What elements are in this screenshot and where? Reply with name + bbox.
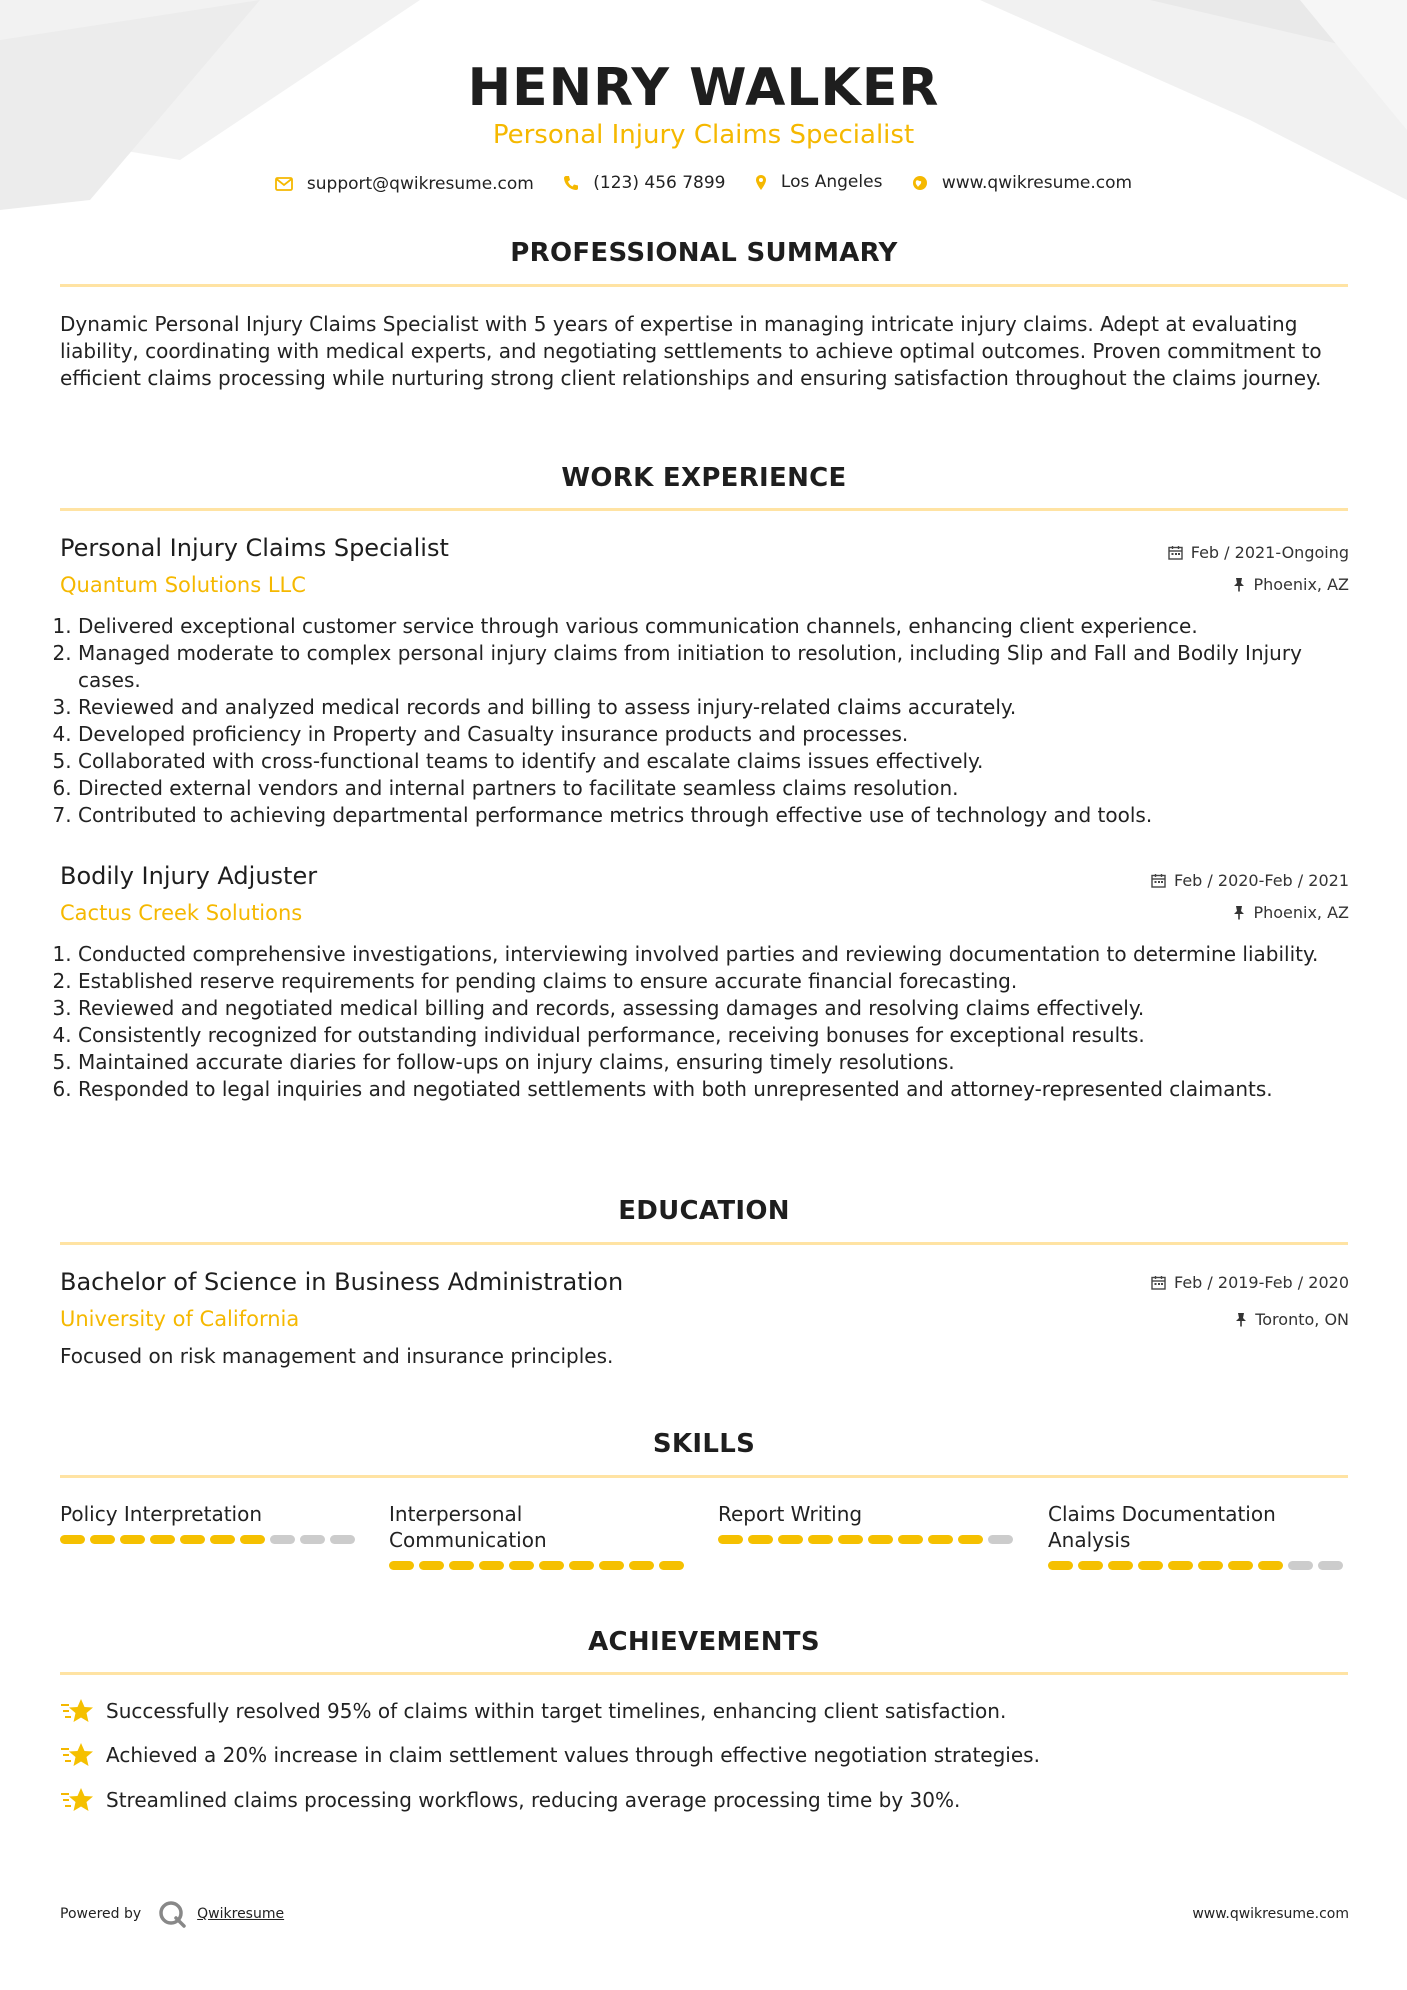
job-bullets — [60, 613, 1368, 829]
skill-dot-filled — [1108, 1561, 1133, 1570]
job-title: Bodily Injury Adjuster — [60, 862, 318, 890]
list-item: 7. Contributed to achieving departmental performance metrics through effective use of technology and tools. — [78, 802, 1368, 829]
skill-item — [1048, 1501, 1348, 1570]
list-item: 4. Developed proficiency in Property and Casualty insurance products and processes. — [78, 721, 1368, 748]
achievements-divider — [60, 1672, 1348, 1675]
list-item: 6. Responded to legal inquiries and negotiated settlements with both unrepresented and attorney-represented claimants. — [78, 1076, 1368, 1103]
achievement-item — [60, 1741, 1040, 1769]
contact-email[interactable] — [275, 174, 534, 194]
job-dates-text: Feb / 2020-Feb / 2021 — [1174, 871, 1349, 890]
skill-dot-filled — [419, 1561, 444, 1570]
job-company: Cactus Creek Solutions — [60, 901, 303, 925]
skill-dot-filled — [838, 1535, 863, 1544]
job-company: Quantum Solutions LLC — [60, 573, 306, 597]
star-icon — [60, 1697, 94, 1725]
education-dates-text: Feb / 2019-Feb / 2020 — [1174, 1273, 1349, 1292]
list-item: 4. Consistently recognized for outstanding individual performance, receiving bonuses for exceptional results. — [78, 1022, 1368, 1049]
achievement-text: Streamlined claims processing workflows, reducing average processing time by 30%. — [106, 1788, 961, 1812]
skill-name: Policy Interpretation — [60, 1502, 263, 1526]
skill-name: Claims Documentation Analysis — [1048, 1502, 1276, 1552]
education-description: Focused on risk management and insurance principles. — [60, 1344, 614, 1368]
qwikresume-logo-icon — [157, 1899, 187, 1929]
list-item: 1. Conducted comprehensive investigations, interviewing involved parties and reviewing documentation to determine liability. — [78, 941, 1368, 968]
skill-dot-filled — [898, 1535, 923, 1544]
candidate-title: Personal Injury Claims Specialist — [492, 120, 915, 150]
skill-rating — [60, 1535, 360, 1544]
summary-heading: PROFESSIONAL SUMMARY — [510, 238, 898, 268]
experience-divider — [60, 508, 1348, 511]
powered-by-label: Powered by — [60, 1906, 142, 1922]
contact-website[interactable] — [912, 173, 1132, 193]
pushpin-icon — [1235, 1312, 1247, 1327]
education-location — [1235, 1310, 1349, 1329]
skill-dot-filled — [868, 1535, 893, 1544]
skill-item — [60, 1501, 360, 1544]
phone-icon — [563, 175, 579, 191]
skill-dot-filled — [1138, 1561, 1163, 1570]
list-item: 2. Managed moderate to complex personal injury claims from initiation to resolution, including Slip and Fall and Bodily Injury cases. — [78, 640, 1368, 694]
skill-dot-filled — [389, 1561, 414, 1570]
calendar-icon — [1151, 1275, 1166, 1290]
job-title: Personal Injury Claims Specialist — [60, 534, 449, 562]
summary-text: Dynamic Personal Injury Claims Specialist with 5 years of expertise in managing intricate injury claims. Adept at evaluating liability, coordinating with medical experts, and negotiating settlements to achieve optimal outcomes. Proven commitment to efficient claims processing while nurturing strong client relationships and ensuring satisfaction throughout the claims journey. — [60, 312, 1322, 390]
job-location-text: Phoenix, AZ — [1253, 575, 1349, 594]
skill-dot-filled — [180, 1535, 205, 1544]
education-divider — [60, 1242, 1348, 1245]
skill-rating — [718, 1535, 1018, 1544]
star-icon — [60, 1786, 94, 1814]
skill-name: Interpersonal Communication — [389, 1502, 547, 1552]
job-location — [1233, 903, 1349, 922]
globe-icon — [912, 175, 928, 191]
skill-dot-filled — [1078, 1561, 1103, 1570]
skill-dot-filled — [90, 1535, 115, 1544]
calendar-icon — [1151, 873, 1166, 888]
list-item: 5. Maintained accurate diaries for follow-ups on injury claims, ensuring timely resolutions. — [78, 1049, 1368, 1076]
list-item: 1. Delivered exceptional customer service through various communication channels, enhancing client experience. — [78, 613, 1368, 640]
skill-dot-empty — [270, 1535, 295, 1544]
education-heading: EDUCATION — [618, 1196, 790, 1226]
education-school: University of California — [60, 1307, 300, 1331]
skill-dot-empty — [988, 1535, 1013, 1544]
skill-item — [718, 1501, 1018, 1544]
list-item: 5. Collaborated with cross-functional teams to identify and escalate claims issues effectively. — [78, 748, 1368, 775]
skill-dot-filled — [150, 1535, 175, 1544]
map-pin-icon — [755, 174, 767, 191]
summary-divider — [60, 284, 1348, 287]
contact-website-text: www.qwikresume.com — [941, 172, 1133, 193]
skill-dot-empty — [1288, 1561, 1313, 1570]
list-item: 6. Directed external vendors and internal partners to facilitate seamless claims resolution. — [78, 775, 1368, 802]
skill-dot-filled — [509, 1561, 534, 1570]
skill-dot-filled — [778, 1535, 803, 1544]
skill-dot-filled — [479, 1561, 504, 1570]
skill-dot-filled — [599, 1561, 624, 1570]
skill-dot-filled — [1198, 1561, 1223, 1570]
candidate-name: HENRY WALKER — [467, 58, 940, 118]
skill-dot-filled — [539, 1561, 564, 1570]
education-dates — [1151, 1273, 1349, 1292]
pushpin-icon — [1233, 577, 1245, 592]
skill-dot-filled — [1048, 1561, 1073, 1570]
star-icon — [60, 1741, 94, 1769]
skill-dot-filled — [629, 1561, 654, 1570]
job-location-text: Phoenix, AZ — [1253, 903, 1349, 922]
achievement-item — [60, 1697, 1006, 1725]
skills-heading: SKILLS — [652, 1429, 756, 1459]
job-location — [1233, 575, 1349, 594]
job-bullets — [60, 941, 1368, 1103]
education-degree: Bachelor of Science in Business Administration — [60, 1268, 624, 1296]
achievement-text: Successfully resolved 95% of claims within target timelines, enhancing client satisfaction. — [106, 1699, 1007, 1723]
contact-phone-text: (123) 456 7899 — [593, 172, 726, 193]
contact-location-text: Los Angeles — [780, 172, 883, 192]
envelope-icon — [275, 177, 293, 191]
skill-dot-filled — [1258, 1561, 1283, 1570]
skill-dot-filled — [210, 1535, 235, 1544]
job-dates — [1168, 543, 1349, 562]
skill-dot-filled — [928, 1535, 953, 1544]
achievement-item — [60, 1786, 960, 1814]
list-item: 2. Established reserve requirements for pending claims to ensure accurate financial forecasting. — [78, 968, 1368, 995]
list-item: 3. Reviewed and negotiated medical billing and records, assessing damages and resolving claims effectively. — [78, 995, 1368, 1022]
skill-dot-filled — [1228, 1561, 1253, 1570]
contact-phone[interactable] — [563, 173, 725, 193]
achievements-heading: ACHIEVEMENTS — [588, 1627, 820, 1657]
pushpin-icon — [1233, 905, 1245, 920]
skills-divider — [60, 1475, 1348, 1478]
job-dates — [1151, 871, 1349, 890]
footer-website[interactable]: www.qwikresume.com — [1192, 1906, 1349, 1922]
education-location-text: Toronto, ON — [1255, 1310, 1349, 1329]
skill-name: Report Writing — [718, 1502, 863, 1526]
achievement-text: Achieved a 20% increase in claim settlement values through effective negotiation strategies. — [106, 1743, 1040, 1767]
skill-rating — [389, 1561, 689, 1570]
skill-dot-empty — [300, 1535, 325, 1544]
skill-dot-empty — [1318, 1561, 1343, 1570]
skill-dot-filled — [240, 1535, 265, 1544]
skill-dot-filled — [449, 1561, 474, 1570]
qwikresume-link[interactable]: Qwikresume — [197, 1906, 285, 1922]
skill-dot-filled — [569, 1561, 594, 1570]
contact-email-text: support@qwikresume.com — [306, 173, 534, 194]
skill-dot-filled — [60, 1535, 85, 1544]
skill-dot-empty — [330, 1535, 355, 1544]
list-item: 3. Reviewed and analyzed medical records and billing to assess injury-related claims accurately. — [78, 694, 1368, 721]
skill-dot-filled — [718, 1535, 743, 1544]
calendar-icon — [1168, 545, 1183, 560]
skill-rating — [1048, 1561, 1348, 1570]
skill-item — [389, 1501, 689, 1570]
skill-dot-filled — [659, 1561, 684, 1570]
experience-heading: WORK EXPERIENCE — [561, 463, 847, 493]
skill-dot-filled — [1168, 1561, 1193, 1570]
contact-bar — [0, 172, 1407, 196]
job-dates-text: Feb / 2021-Ongoing — [1190, 543, 1349, 562]
skill-dot-filled — [958, 1535, 983, 1544]
skill-dot-filled — [748, 1535, 773, 1544]
contact-location — [755, 172, 883, 192]
skill-dot-filled — [120, 1535, 145, 1544]
skill-dot-filled — [808, 1535, 833, 1544]
footer-powered-by — [60, 1899, 284, 1929]
